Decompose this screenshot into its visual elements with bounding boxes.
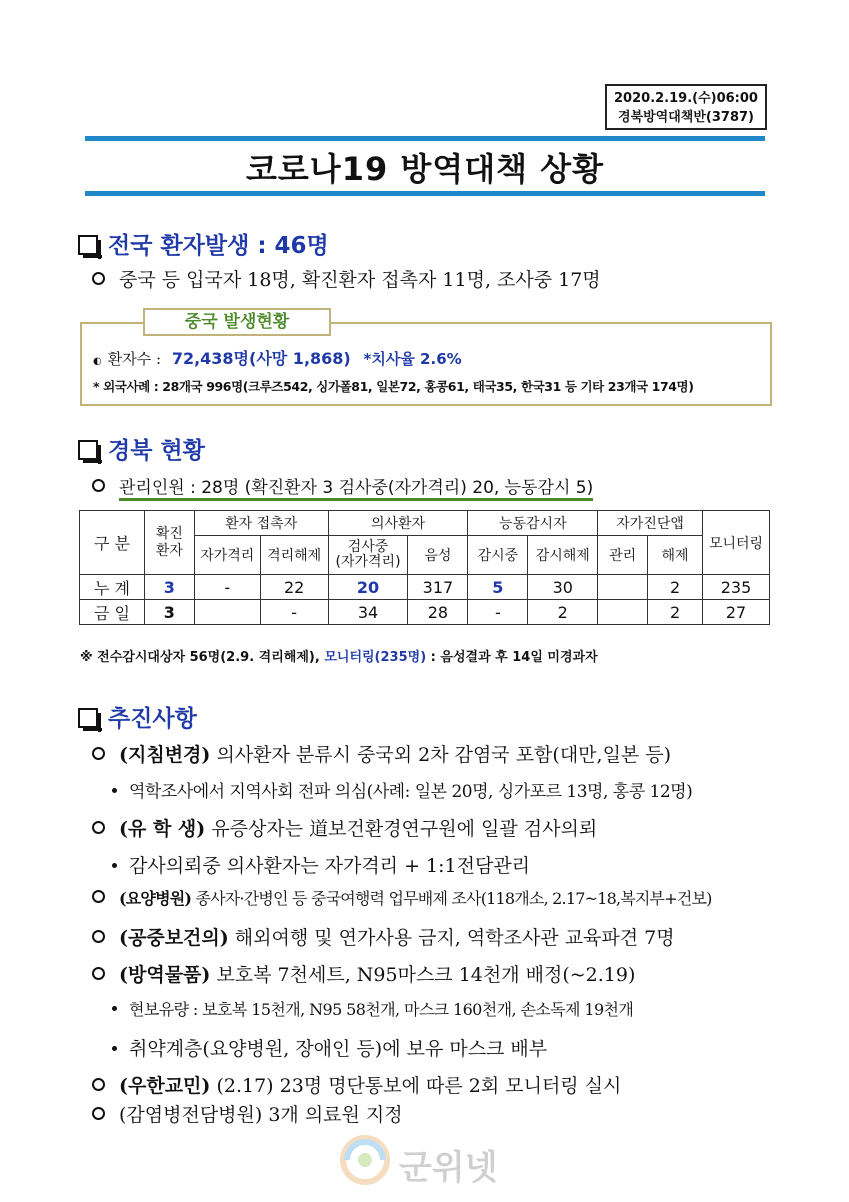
item-sub: 현보유량 : 보호복 15천개, N95 58천개, 마스크 160천개, 손소독제 19천개 — [129, 1000, 634, 1019]
gyeongbuk-heading: 경북 현황 — [108, 438, 205, 464]
th-app-release: 해제 — [648, 536, 703, 575]
section-national — [78, 227, 329, 260]
list-item — [92, 886, 712, 909]
table-row — [80, 600, 770, 625]
item-sub: 취약계층(요양병원, 장애인 등)에 보유 마스크 배부 — [129, 1038, 548, 1060]
report-org: 경북방역대책반(3787) — [618, 110, 754, 125]
note-monitoring: 모니터링(235명) — [324, 650, 427, 665]
th-suspect-negative: 음성 — [408, 536, 468, 575]
managed-line — [92, 473, 593, 498]
cell-contact-self — [194, 600, 260, 625]
item-sub: 역학조사에서 지역사회 전파 의심(사례: 일본 20명, 싱가포르 13명, 홍콩 12명) — [129, 782, 693, 802]
section-box-icon — [78, 235, 98, 255]
cell-monitor: 235 — [703, 575, 770, 600]
row-label: 금 일 — [80, 600, 145, 625]
cell-active: - — [468, 600, 528, 625]
list-item — [112, 851, 530, 878]
cell-active-release: 30 — [528, 575, 598, 600]
actions-heading: 추진사항 — [108, 706, 197, 732]
th-active-release: 감시해제 — [528, 536, 598, 575]
china-tab: 중국 발생현황 — [143, 308, 331, 336]
dot-bullet-icon — [112, 863, 117, 868]
national-text: 중국 등 입국자 18명, 확진환자 접촉자 11명, 조사중 17명 — [119, 269, 601, 291]
note-prefix: ※ 전수감시대상자 56명(2.9. 격리해제), — [80, 650, 320, 665]
circle-bullet-icon — [92, 821, 105, 834]
half-circle-bullet-icon: ◐ — [93, 356, 102, 367]
th-contact-self: 자가격리 — [194, 536, 260, 575]
managed-text: 관리인원 : 28명 (확진환자 3 검사중(자가격리) 20, 능동감시 5) — [119, 478, 593, 501]
item-text: (감염병전담병원) 3개 의료원 지정 — [119, 1104, 403, 1126]
list-item — [92, 740, 671, 767]
item-text: 해외여행 및 연가사용 금지, 역학조사관 교육파견 7명 — [234, 927, 675, 949]
page-title: 코로나19 방역대책 상황 — [245, 150, 605, 188]
cell-app-manage — [598, 575, 648, 600]
th-suspect: 의사환자 — [328, 511, 468, 536]
cell-testing: 20 — [328, 575, 408, 600]
circle-bullet-icon — [92, 1107, 105, 1120]
status-table — [79, 510, 770, 625]
circle-bullet-icon — [92, 930, 105, 943]
th-category: 구 분 — [80, 511, 145, 575]
cell-monitor: 27 — [703, 600, 770, 625]
cell-app-release: 2 — [648, 575, 703, 600]
row-label: 누 계 — [80, 575, 145, 600]
item-text: 의사환자 분류시 중국외 2차 감염국 포함(대만,일본 등) — [216, 744, 672, 766]
circle-bullet-icon — [92, 890, 105, 903]
circle-bullet-icon — [92, 747, 105, 760]
th-app: 자가진단앱 — [598, 511, 703, 536]
list-item — [92, 960, 635, 987]
cell-active: 5 — [468, 575, 528, 600]
bottom-rule — [85, 191, 765, 196]
section-box-icon — [78, 440, 98, 460]
fatality-rate: *치사율 2.6% — [363, 350, 462, 368]
date-box — [605, 84, 767, 130]
dot-bullet-icon — [112, 1046, 117, 1051]
item-text: (2.17) 23명 명단통보에 따른 2회 모니터링 실시 — [216, 1075, 622, 1097]
national-heading: 전국 환자발생 : 46명 — [108, 233, 329, 259]
cell-confirmed: 3 — [144, 575, 194, 600]
list-item — [112, 997, 633, 1020]
patients-label: 환자수 : — [107, 350, 162, 368]
list-item — [112, 1034, 547, 1061]
list-item — [112, 777, 692, 802]
dot-bullet-icon — [112, 788, 117, 793]
national-line — [92, 265, 601, 292]
cell-negative: 317 — [408, 575, 468, 600]
item-tag: (유 학 생) — [119, 818, 206, 840]
item-text: 유증상자는 道보건환경연구원에 일괄 검사의뢰 — [211, 818, 598, 840]
circle-bullet-icon — [92, 967, 105, 980]
th-app-manage: 관리 — [598, 536, 648, 575]
section-gyeongbuk — [78, 432, 205, 465]
circle-bullet-icon — [92, 272, 105, 285]
th-confirmed: 확진 환자 — [144, 511, 194, 575]
circle-bullet-icon — [92, 1078, 105, 1091]
cell-app-release: 2 — [648, 600, 703, 625]
report-date: 2020.2.19.(수)06:00 — [614, 91, 758, 106]
top-rule — [85, 136, 765, 141]
china-patients — [93, 346, 462, 369]
cell-contact-release: - — [260, 600, 328, 625]
watermark-text: 군위넷 — [399, 1148, 498, 1188]
foreign-cases: * 외국사례 : 28개국 996명(크루즈542, 싱가폴81, 일본72, 홍콩61, 태국35, 한국31 등 기타 23개국 174명) — [93, 379, 694, 394]
watermark-emblem-icon — [335, 1130, 395, 1190]
cell-negative: 28 — [408, 600, 468, 625]
table-row — [80, 575, 770, 600]
section-box-icon — [78, 708, 98, 728]
patients-value: 72,438명(사망 1,868) — [171, 349, 351, 368]
watermark-logo — [335, 1130, 525, 1190]
th-suspect-testing: 검사중 (자가격리) — [328, 536, 408, 575]
section-actions — [78, 700, 197, 733]
item-tag: (지침변경) — [119, 744, 211, 766]
item-tag: (방역물품) — [119, 964, 211, 986]
note-suffix: : 음성결과 후 14일 미경과자 — [430, 650, 598, 665]
item-tag: (공중보건의) — [119, 927, 229, 949]
cell-confirmed: 3 — [144, 600, 194, 625]
th-active: 능동감시자 — [468, 511, 598, 536]
item-text: 보호복 7천세트, N95마스크 14천개 배정(~2.19) — [216, 964, 636, 986]
cell-app-manage — [598, 600, 648, 625]
item-sub: 감사의뢰중 의사환자는 자가격리 + 1:1전담관리 — [129, 855, 531, 877]
th-monitor: 모니터링 — [703, 511, 770, 575]
dot-bullet-icon — [112, 1006, 117, 1011]
circle-bullet-icon — [92, 479, 105, 492]
list-item — [92, 1100, 403, 1127]
item-tag: (우한교민) — [119, 1075, 211, 1097]
cell-contact-self: - — [194, 575, 260, 600]
th-contact-release: 격리해제 — [260, 536, 328, 575]
list-item — [92, 814, 597, 841]
th-active-monitoring: 감시중 — [468, 536, 528, 575]
table-note — [80, 646, 598, 665]
item-text: 종사자·간병인 등 중국여행력 업무배제 조사(118개소, 2.17~18,복지부+건보) — [195, 889, 712, 908]
cell-contact-release: 22 — [260, 575, 328, 600]
cell-active-release: 2 — [528, 600, 598, 625]
cell-testing: 34 — [328, 600, 408, 625]
th-contact: 환자 접촉자 — [194, 511, 328, 536]
list-item — [92, 1071, 621, 1098]
item-tag: (요양병원) — [119, 889, 192, 908]
list-item — [92, 923, 675, 950]
